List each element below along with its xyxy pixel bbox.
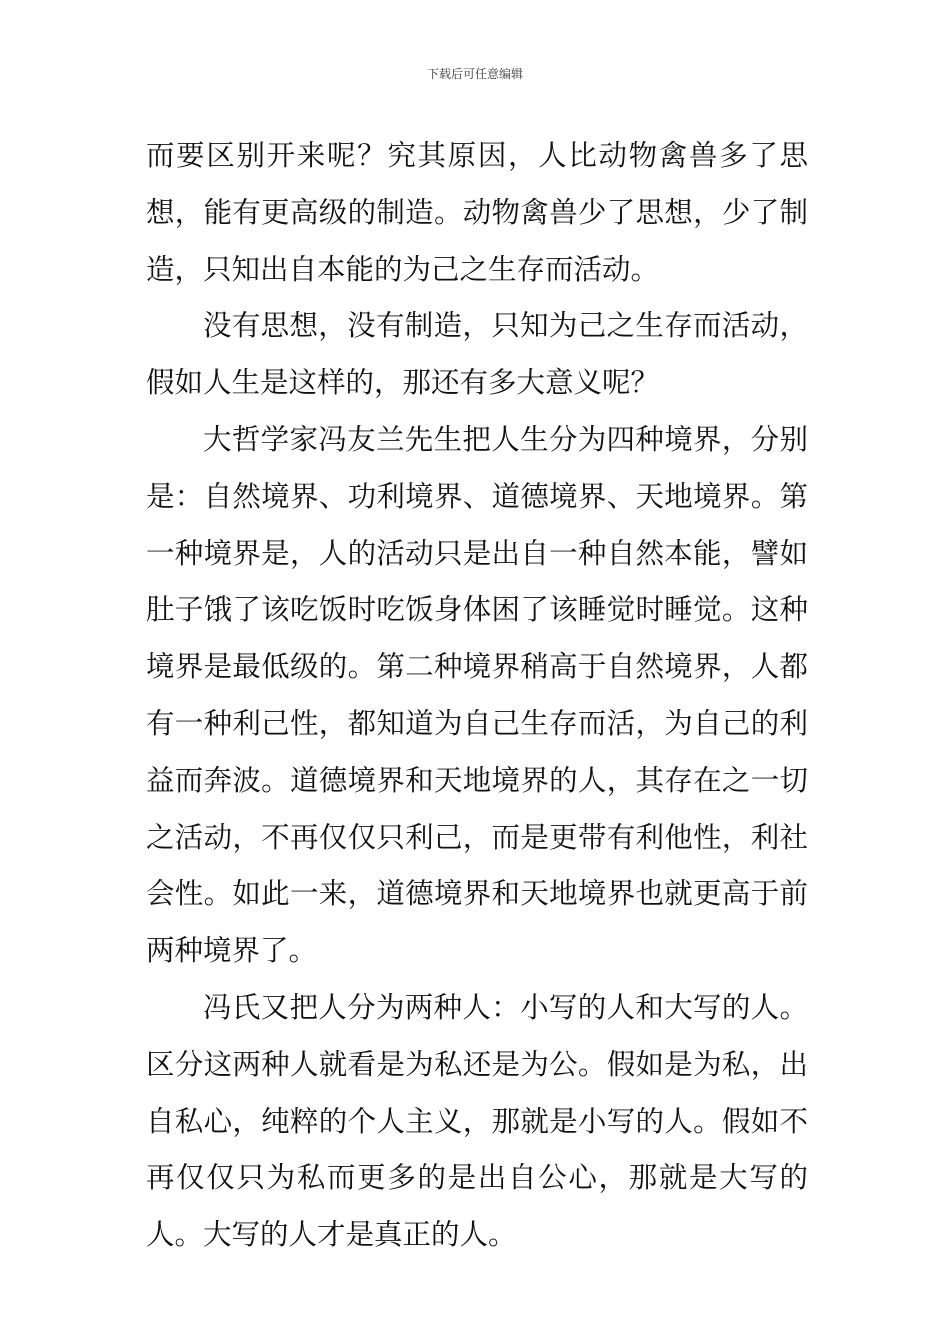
document-body: [146, 128, 808, 1264]
paragraph-4: 冯氏又把人分为两种人：小写的人和大写的人。区分这两种人就看是为私还是为公。假如是为私，出自私心，纯粹的个人主义，那就是小写的人。假如不再仅仅只为私而更多的是出自公心，那就是大写的人。大写的人才是真正的人。: [146, 990, 808, 1252]
paragraph-2: 没有思想，没有制造，只知为己之生存而活动，假如人生是这样的，那还有多大意义呢？: [146, 309, 808, 400]
page-header: 下载后可任意编辑: [426, 67, 523, 81]
paragraph-3: 大哲学家冯友兰先生把人生分为四种境界，分别是：自然境界、功利境界、道德境界、天地境界。第一种境界是，人的活动只是出自一种自然本能，譬如肚子饿了该吃饭时吃饭身体困了该睡觉时睡觉。这种境界是最低级的。第二种境界稍高于自然境界，人都有一种利己性，都知道为自己生存而活，为自己的利益而奔波。道德境界和天地境界的人，其存在之一切之活动，不再仅仅只利己，而是更带有利他性，利社会性。如此一来，道德境界和天地境界也就更高于前两种境界了。: [146, 422, 808, 968]
paragraph-1: 而要区别开来呢？究其原因，人比动物禽兽多了思想，能有更高级的制造。动物禽兽少了思想，少了制造，只知出自本能的为己之生存而活动。: [146, 139, 808, 286]
